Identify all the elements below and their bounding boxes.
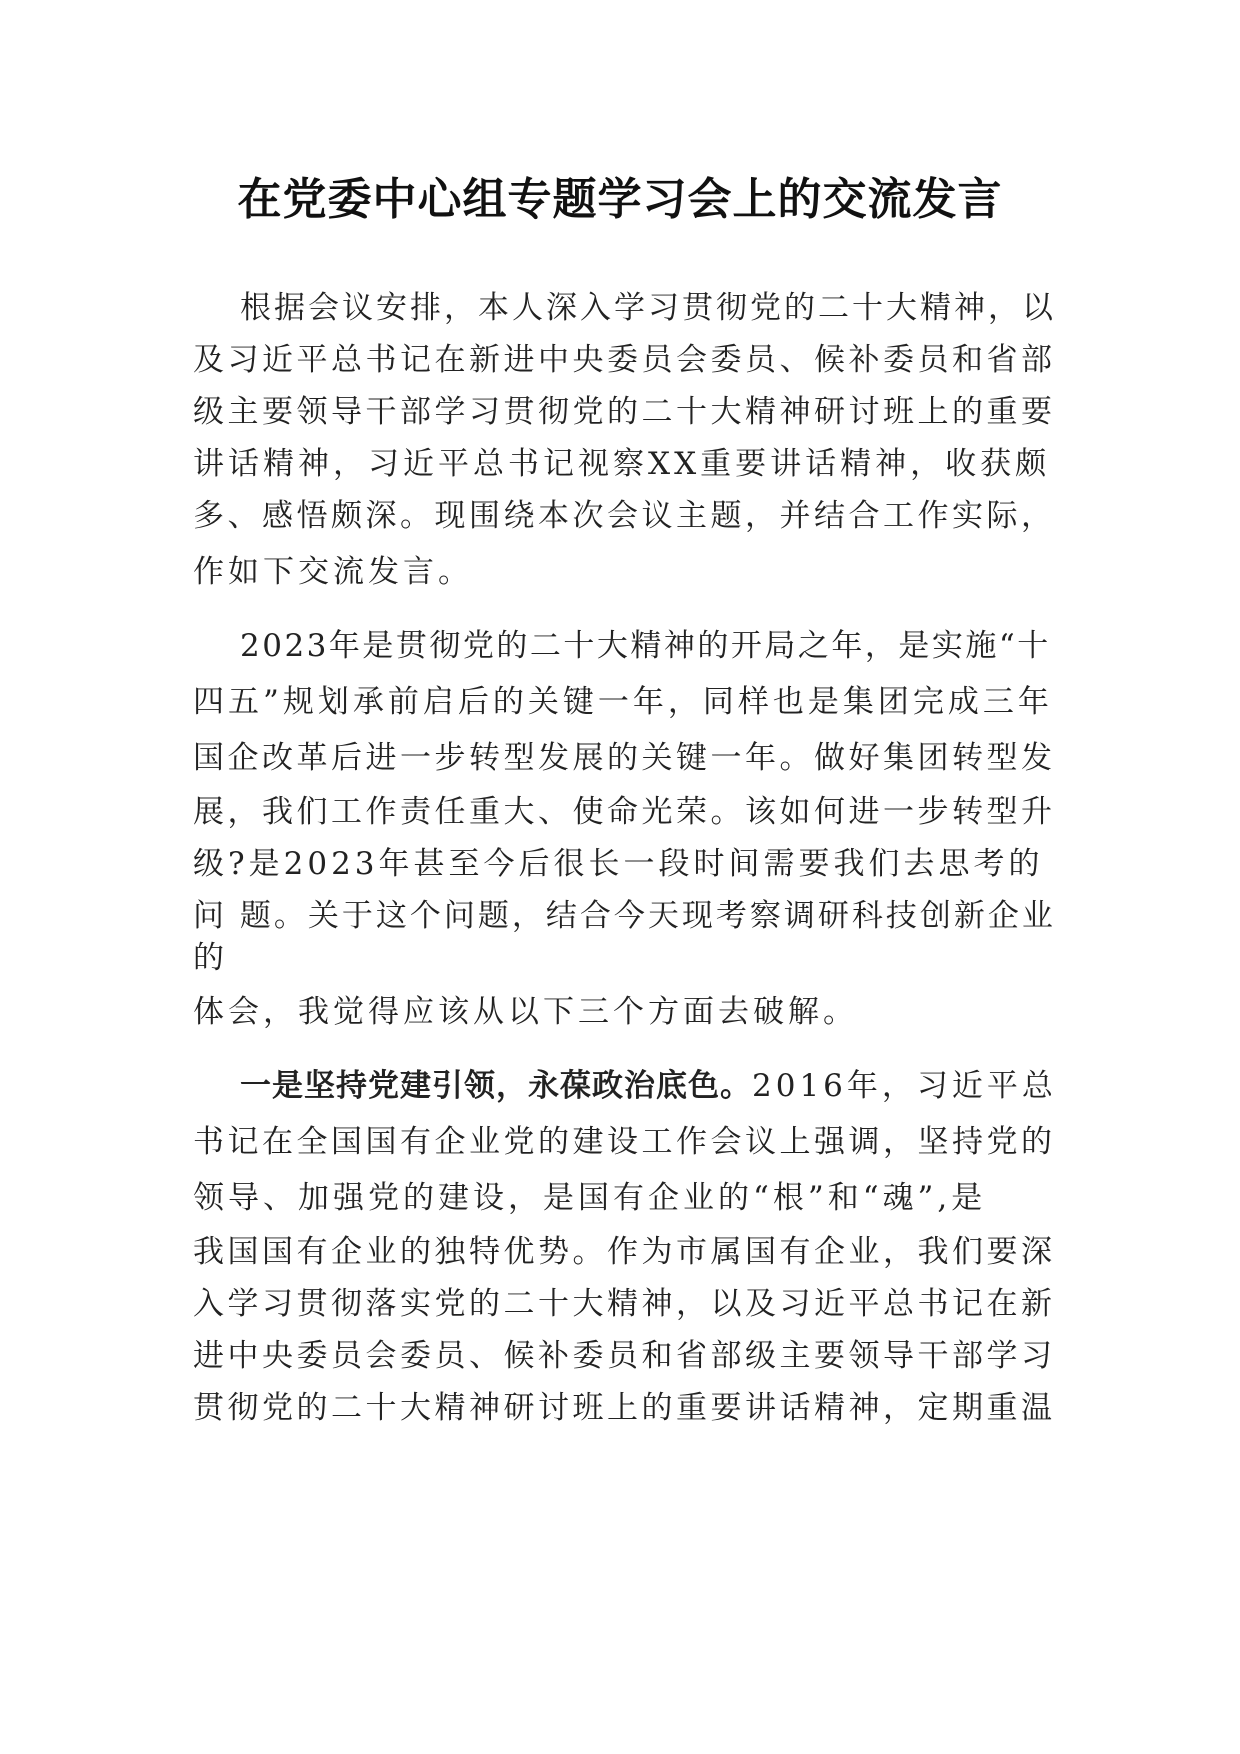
paragraph-2-line-6: 问 题。关于这个问题，结合今天现考察调研科技创新企业 — [193, 898, 1056, 934]
paragraph-1-line-1: 根据会议安排，本人深入学习贯彻党的二十大精神，以 — [240, 290, 1056, 326]
paragraph-1-line-4: 讲话精神，习近平总书记视察XX重要讲话精神，收获颇 — [193, 446, 1051, 482]
document-title: 在党委中心组专题学习会上的交流发言 — [237, 174, 1003, 225]
paragraph-3-line-7: 贯彻党的二十大精神研讨班上的重要讲话精神，定期重温 — [193, 1390, 1056, 1426]
paragraph-2-line-7: 的 — [193, 940, 228, 976]
paragraph-1-line-6: 作如下交流发言。 — [193, 554, 473, 590]
paragraph-1-line-2: 及习近平总书记在新进中央委员会委员、候补委员和省部 — [193, 342, 1056, 378]
paragraph-3-line-4: 我国国有企业的独特优势。作为市属国有企业，我们要深 — [193, 1234, 1056, 1270]
paragraph-3-line-2: 书记在全国国有企业党的建设工作会议上强调，坚持党的 — [193, 1124, 1056, 1160]
paragraph-3-first-rest: 2016年，习近平总 — [752, 1068, 1057, 1104]
paragraph-1-line-3: 级主要领导干部学习贯彻党的二十大精神研讨班上的重要 — [193, 394, 1056, 430]
paragraph-2-line-5: 级?是2023年甚至今后很长一段时间需要我们去思考的 — [193, 846, 1044, 882]
paragraph-2-line-3: 国企改革后进一步转型发展的关键一年。做好集团转型发 — [193, 740, 1056, 776]
paragraph-2-line-2: 四五”规划承前启后的关键一年，同样也是集团完成三年 — [193, 684, 1053, 720]
paragraph-2-line-8: 体会，我觉得应该从以下三个方面去破解。 — [193, 994, 858, 1030]
paragraph-3-line-5: 入学习贯彻落实党的二十大精神，以及习近平总书记在新 — [193, 1286, 1056, 1322]
paragraph-2-line-4: 展，我们工作责任重大、使命光荣。该如何进一步转型升 — [193, 794, 1056, 830]
paragraph-3-line-1 — [240, 1064, 1057, 1108]
paragraph-3-heading: 一是坚持党建引领，永葆政治底色。 — [240, 1068, 752, 1104]
paragraph-1-line-5: 多、感悟颇深。现围绕本次会议主题，并结合工作实际， — [193, 498, 1056, 534]
paragraph-3-line-6: 进中央委员会委员、候补委员和省部级主要领导干部学习 — [193, 1338, 1056, 1374]
paragraph-3-line-3: 领导、加强党的建设，是国有企业的“根”和“魂”,是 — [193, 1180, 987, 1216]
paragraph-2-line-1: 2023年是贯彻党的二十大精神的开局之年，是实施“十 — [240, 628, 1051, 664]
